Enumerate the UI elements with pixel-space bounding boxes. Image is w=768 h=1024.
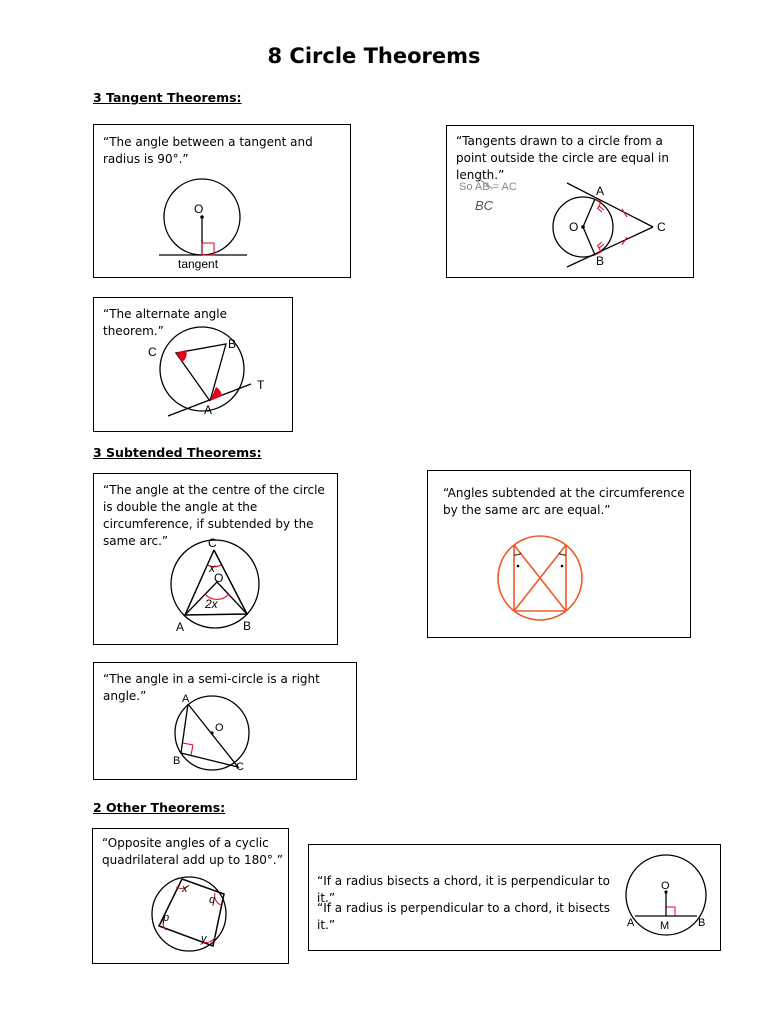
chord-diagram: [309, 845, 722, 952]
theorem-text: “The angle at the centre of the circle is double the angle at the circumference, if subtended by the same arc.”: [103, 483, 325, 548]
label-b: B: [243, 619, 252, 633]
label-a: A: [182, 693, 190, 705]
theorem-box-centre-angle: [93, 473, 338, 645]
label-a: A: [596, 184, 605, 198]
label-tangent: tangent: [178, 257, 219, 271]
label-o: O: [214, 571, 224, 585]
label-c: C: [236, 761, 244, 773]
section-heading-subtended: 3 Subtended Theorems:: [93, 445, 262, 460]
theorem-text-line2: “If a radius is perpendicular to a chord, it bisects it.”: [317, 901, 610, 932]
label-t: T: [257, 378, 265, 392]
label-o: O: [569, 220, 579, 234]
label-q: q: [209, 894, 216, 906]
label-p: p: [163, 912, 170, 924]
semicircle-diagram: [94, 663, 358, 781]
label-b: B: [596, 254, 605, 268]
theorem-box-semicircle: [93, 662, 357, 780]
note-text: So AB = AC: [459, 181, 517, 193]
same-arc-diagram: [428, 471, 692, 639]
theorem-box-tangents-equal: [446, 125, 694, 278]
theorem-box-tangent-radius: [93, 124, 351, 278]
theorem-text: “The angle in a semi-circle is a right angle.”: [103, 672, 320, 703]
label-x: x: [182, 883, 188, 895]
tangent-radius-diagram: [94, 125, 352, 279]
page-title: 8 Circle Theorems: [267, 44, 481, 68]
centre-angle-diagram: [94, 474, 339, 646]
label-b: B: [173, 755, 181, 767]
label-b: B: [228, 337, 237, 351]
label-x: x: [209, 561, 215, 575]
theorem-text: “Tangents drawn to a circle from a point outside the circle are equal in length.”: [456, 134, 669, 182]
theorem-text-line1: “If a radius bisects a chord, it is perpendicular to it.”: [317, 874, 610, 905]
label-b: B: [698, 917, 706, 929]
alternate-angle-diagram: [94, 298, 294, 433]
theorem-box-alternate: [93, 297, 293, 432]
theorem-text: “The alternate angle theorem.”: [103, 307, 228, 338]
label-o: O: [215, 722, 224, 734]
label-2x: 2x: [205, 597, 218, 611]
section-heading-other: 2 Other Theorems:: [93, 800, 226, 815]
label-o: O: [194, 202, 204, 216]
handwritten-note: BC: [475, 198, 494, 213]
label-a: A: [204, 403, 213, 417]
label-a: A: [176, 620, 185, 634]
label-o: O: [661, 880, 670, 892]
label-m: M: [660, 920, 670, 932]
label-c: C: [208, 536, 217, 550]
theorem-box-chord: [308, 844, 721, 951]
theorem-text: “The angle between a tangent and radius is 90°.”: [103, 135, 313, 166]
tangents-equal-diagram: [447, 126, 695, 279]
label-c: C: [657, 220, 666, 234]
label-a: A: [627, 917, 635, 929]
theorem-text: “Angles subtended at the circumference by the same arc are equal.”: [443, 486, 685, 517]
cyclic-quadrilateral-diagram: [93, 829, 290, 965]
section-heading-tangent: 3 Tangent Theorems:: [93, 90, 242, 105]
theorem-text: “Opposite angles of a cyclic quadrilateral add up to 180°.”: [102, 836, 283, 867]
label-c: C: [148, 345, 157, 359]
theorem-box-cyclic-quadrilateral: [92, 828, 289, 964]
label-y: y: [201, 933, 207, 945]
theorem-box-same-arc: [427, 470, 691, 638]
